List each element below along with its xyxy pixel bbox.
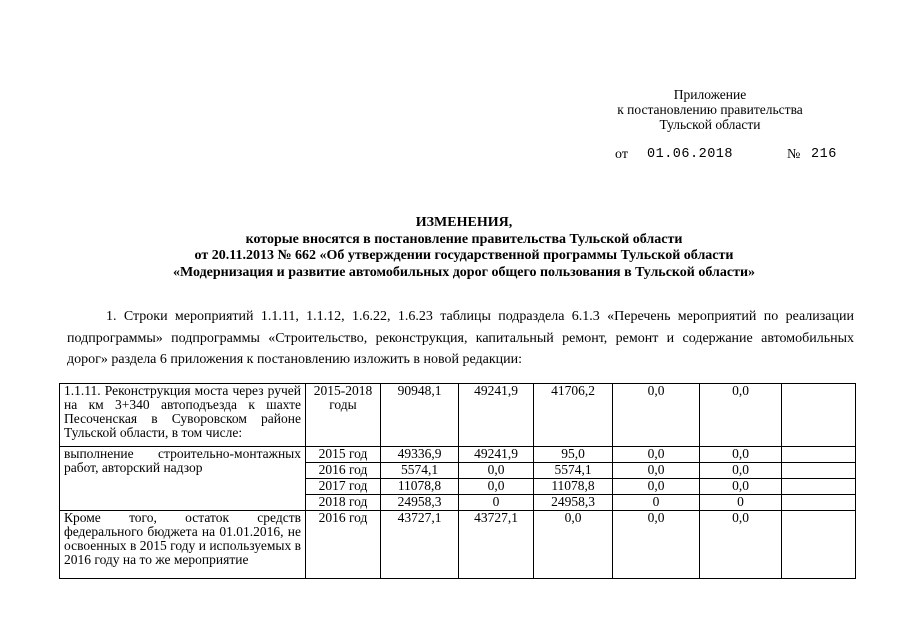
regional-cell: 5574,1 [534,463,613,479]
annex-line-3: Тульской области [659,117,761,132]
other-cell: 0,0 [700,463,782,479]
last-cell [782,463,856,479]
total-cell: 43727,1 [381,511,459,579]
municipal-cell: 0 [613,495,700,511]
federal-cell: 49241,9 [459,384,534,447]
federal-cell: 0 [459,495,534,511]
total-cell: 24958,3 [381,495,459,511]
total-cell: 90948,1 [381,384,459,447]
federal-cell: 0,0 [459,463,534,479]
year-cell: 2018 год [306,495,381,511]
annex-line-2: к постановлению правительства [617,102,803,117]
year-cell: 2016 год [306,511,381,579]
group-name-cell: выполнение строительно-монтажных работ, авторский надзор [60,447,306,511]
last-cell [782,511,856,579]
regional-cell: 0,0 [534,511,613,579]
document-date: 01.06.2018 [647,147,734,162]
municipal-cell: 0,0 [613,479,700,495]
other-cell: 0,0 [700,447,782,463]
federal-cell: 49241,9 [459,447,534,463]
other-cell: 0,0 [700,384,782,447]
regional-cell: 41706,2 [534,384,613,447]
period-cell: 2015-2018 годы [306,384,381,447]
other-cell: 0,0 [700,479,782,495]
last-cell [782,479,856,495]
heading-line-3: от 20.11.2013 № 662 «Об утверждении государственной программы Тульской области [194,248,734,263]
other-cell: 0 [700,495,782,511]
regional-cell: 11078,8 [534,479,613,495]
annex-header [560,87,860,132]
year-cell: 2015 год [306,447,381,463]
year-cell: 2017 год [306,479,381,495]
note-name-cell: Кроме того, остаток средств федерального бюджета на 01.01.2016, не освоенных в 2015 году и используемых в 2016 году на то же мероприятие [60,511,306,579]
table-row [60,511,856,579]
table-row [60,447,856,463]
annex-line-1: Приложение [673,87,747,102]
heading-title: ИЗМЕНЕНИЯ, [415,215,513,230]
changes-table [59,383,856,579]
regional-cell: 24958,3 [534,495,613,511]
date-prefix: от [615,147,628,162]
federal-cell: 0,0 [459,479,534,495]
number-prefix: № [787,147,801,162]
last-cell [782,384,856,447]
last-cell [782,495,856,511]
federal-cell: 43727,1 [459,511,534,579]
document-number: 216 [811,147,837,162]
body-paragraph: 1. Строки мероприятий 1.1.11, 1.1.12, 1.6.22, 1.6.23 таблицы подраздела 6.1.3 «Перечень мероприятий по реализации подпрограммы» подпрограммы «Строительство, реконструкция, капитальный ремонт, ремонт и содержание автомобильных дорог» раздела 6 приложения к постановлению изложить в новой редакции: [67,309,854,367]
municipal-cell: 0,0 [613,384,700,447]
heading-line-4: «Модернизация и развитие автомобильных дорог общего пользования в Тульской области» [172,264,756,280]
municipal-cell: 0,0 [613,511,700,579]
activity-name-cell: 1.1.11. Реконструкция моста через ручей на км 3+340 автоподъезда к шахте Песоченская в Суворовском районе Тульской области, в том числе: [60,384,306,447]
year-cell: 2016 год [306,463,381,479]
total-cell: 5574,1 [381,463,459,479]
heading-line-2: которые вносятся в постановление правительства Тульской области [245,231,683,247]
regional-cell: 95,0 [534,447,613,463]
other-cell: 0,0 [700,511,782,579]
table-row [60,384,856,447]
document-heading [60,215,868,281]
last-cell [782,447,856,463]
municipal-cell: 0,0 [613,447,700,463]
total-cell: 11078,8 [381,479,459,495]
total-cell: 49336,9 [381,447,459,463]
municipal-cell: 0,0 [613,463,700,479]
